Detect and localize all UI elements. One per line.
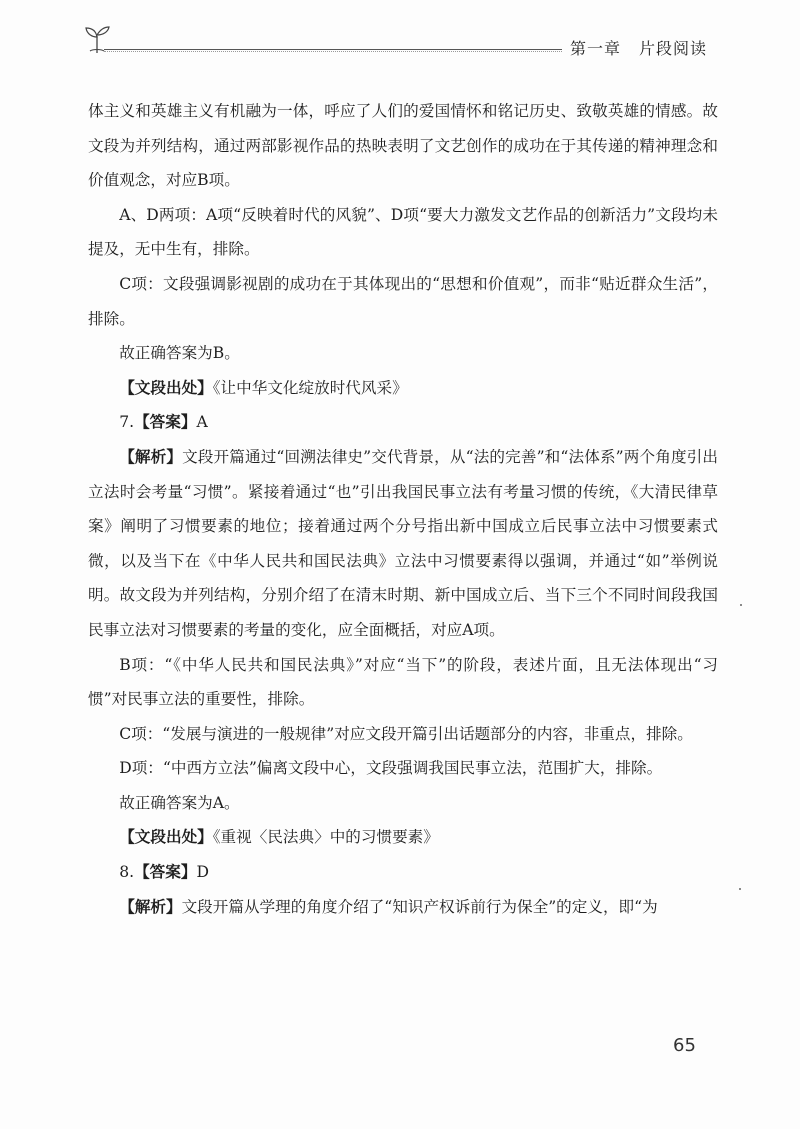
paragraph-p1: [88, 94, 718, 198]
paragraph-p6: [88, 405, 718, 440]
header-rule: [104, 49, 562, 50]
text-run: 故正确答案为B。: [119, 344, 240, 363]
body-text: [88, 94, 718, 924]
paragraph-p3: [88, 267, 718, 336]
text-run: D: [196, 863, 209, 882]
header-rule-dots: [104, 51, 562, 52]
paragraph-p12: [88, 820, 718, 855]
paragraph-p9: [88, 717, 718, 752]
scan-speck: [739, 888, 741, 890]
text-run: 7.: [119, 413, 135, 432]
text-run: 《让中华文化绽放时代风采》: [212, 378, 408, 397]
text-run: D项：“中西方立法”偏离文段中心，文段强调我国民事立法，范围扩大，排除。: [119, 759, 663, 778]
text-run: B项：“《中华人民共和国民法典》”对应“当下”的阶段，表述片面，且无法体现出“习惯”对民事立法的重要性，排除。: [88, 655, 718, 709]
bold-label: 【文段出处】: [119, 827, 213, 847]
text-run: 故正确答案为A。: [119, 793, 240, 812]
section-label: 片段阅读: [639, 39, 708, 58]
bold-label: 【答案】: [134, 862, 197, 882]
paragraph-p10: [88, 751, 718, 786]
paragraph-p14: [88, 890, 718, 925]
chapter-label: 第一章: [570, 39, 622, 58]
text-run: 《重视〈民法典〉中的习惯要素》: [212, 828, 439, 847]
text-run: 文段开篇从学理的角度介绍了“知识产权诉前行为保全”的定义，即“为: [181, 897, 658, 916]
header-title: [570, 36, 707, 59]
paragraph-p13: [88, 855, 718, 890]
text-run: 8.: [119, 863, 135, 882]
text-run: C项：“发展与演进的一般规律”对应文段开篇引出话题部分的内容，非重点，排除。: [119, 724, 693, 743]
page-header: [84, 22, 724, 62]
paragraph-p2: [88, 198, 718, 267]
text-run: 体主义和英雄主义有机融为一体，呼应了人们的爱国情怀和铭记历史、致敬英雄的情感。故文段为并列结构，通过两部影视作品的热映表明了文艺创作的成功在于其传递的精神理念和价值观念，对应B项。: [88, 102, 718, 190]
page-number: 65: [673, 1035, 696, 1056]
paragraph-p5: [88, 371, 718, 406]
text-run: C项：文段强调影视剧的成功在于其体现出的“思想和价值观”，而非“贴近群众生活”，排除。: [88, 274, 718, 328]
bold-label: 【解析】: [119, 446, 183, 466]
bold-label: 【解析】: [119, 896, 182, 916]
paragraph-p4: [88, 336, 718, 371]
paragraph-p11: [88, 786, 718, 821]
paragraph-p7: [88, 440, 718, 648]
bold-label: 【文段出处】: [119, 377, 213, 397]
paragraph-p8: [88, 648, 718, 717]
text-run: A: [196, 413, 208, 432]
text-run: A、D两项：A项“反映着时代的风貌”、D项“要大力激发文艺作品的创新活力”文段均未提及，无中生有，排除。: [88, 205, 718, 259]
text-run: 文段开篇通过“回溯法律史”交代背景，从“法的完善”和“法体系”两个角度引出立法时会考量“习惯”。紧接着通过“也”引出我国民事立法有考量习惯的传统，《大清民律草案》阐明了习惯要素的地位；接着通过两个分号指出新中国成立后民事立法中习惯要素式微，以及当下在《中华人民共和国民法典》立法中习惯要素得以强调，并通过“如”举例说明。故文段为并列结构，分别介绍了在清末时期、新中国成立后、当下三个不同时间段我国民事立法对习惯要素的考量的变化，应全面概括，对应A项。: [88, 447, 718, 639]
bold-label: 【答案】: [134, 412, 197, 432]
scan-speck: [740, 604, 742, 606]
